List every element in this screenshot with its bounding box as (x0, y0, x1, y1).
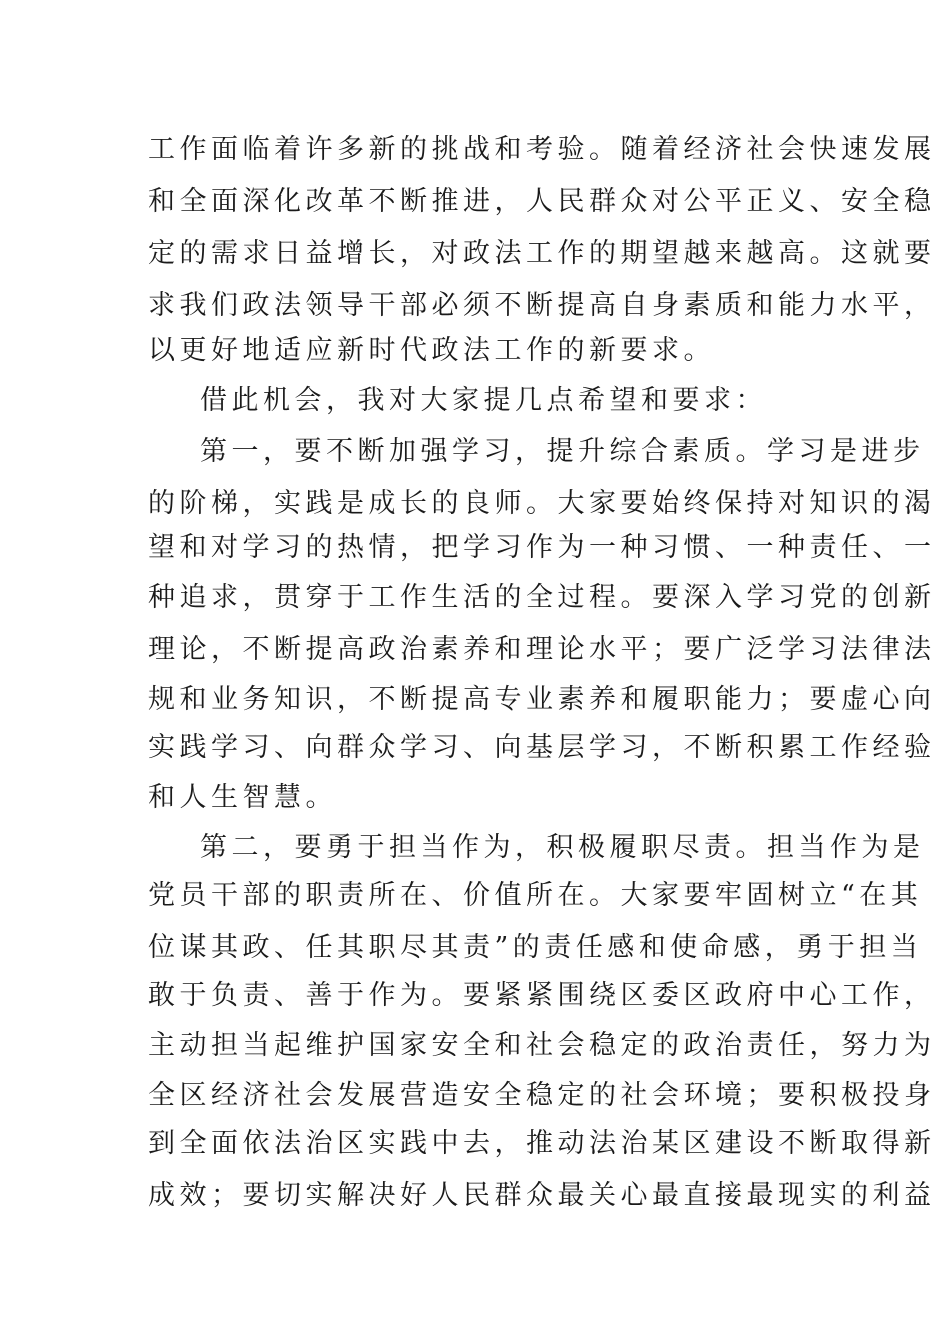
text-line: 望和对学习的热情，把学习作为一种习惯、一种责任、一 (148, 532, 936, 563)
text-line: 党员干部的职责所在、价值所在。大家要牢固树立“在其 (148, 880, 923, 911)
text-line: 理论，不断提高政治素养和理论水平；要广泛学习法律法 (148, 634, 936, 665)
text-line: 位谋其政、任其职尽其责”的责任感和使命感，勇于担当 (148, 932, 923, 963)
text-line: 定的需求日益增长，对政法工作的期望越来越高。这就要 (148, 238, 936, 269)
text-line: 和全面深化改革不断推进，人民群众对公平正义、安全稳 (148, 186, 936, 217)
text-line: 和人生智慧。 (148, 782, 337, 813)
text-line: 主动担当起维护国家安全和社会稳定的政治责任，努力为 (148, 1030, 936, 1061)
text-line: 规和业务知识，不断提高专业素养和履职能力；要虚心向 (148, 684, 936, 715)
text-line: 借此机会，我对大家提几点希望和要求： (200, 385, 767, 416)
text-line: 种追求，贯穿于工作生活的全过程。要深入学习党的创新 (148, 582, 936, 613)
text-line: 工作面临着许多新的挑战和考验。随着经济社会快速发展 (148, 134, 936, 165)
text-line: 求我们政法领导干部必须不断提高自身素质和能力水平， (148, 290, 936, 321)
text-line: 到全面依法治区实践中去，推动法治某区建设不断取得新 (148, 1128, 936, 1159)
text-line: 实践学习、向群众学习、向基层学习，不断积累工作经验 (148, 732, 936, 763)
text-line: 第一，要不断加强学习，提升综合素质。学习是进步 (200, 436, 925, 467)
text-line: 敢于负责、善于作为。要紧紧围绕区委区政府中心工作， (148, 980, 936, 1011)
text-line: 成效；要切实解决好人民群众最关心最直接最现实的利益 (148, 1180, 936, 1211)
text-line: 全区经济社会发展营造安全稳定的社会环境；要积极投身 (148, 1080, 936, 1111)
text-line: 第二，要勇于担当作为，积极履职尽责。担当作为是 (200, 832, 925, 863)
text-line: 的阶梯，实践是成长的良师。大家要始终保持对知识的渴 (148, 488, 936, 519)
text-line: 以更好地适应新时代政法工作的新要求。 (148, 335, 715, 366)
